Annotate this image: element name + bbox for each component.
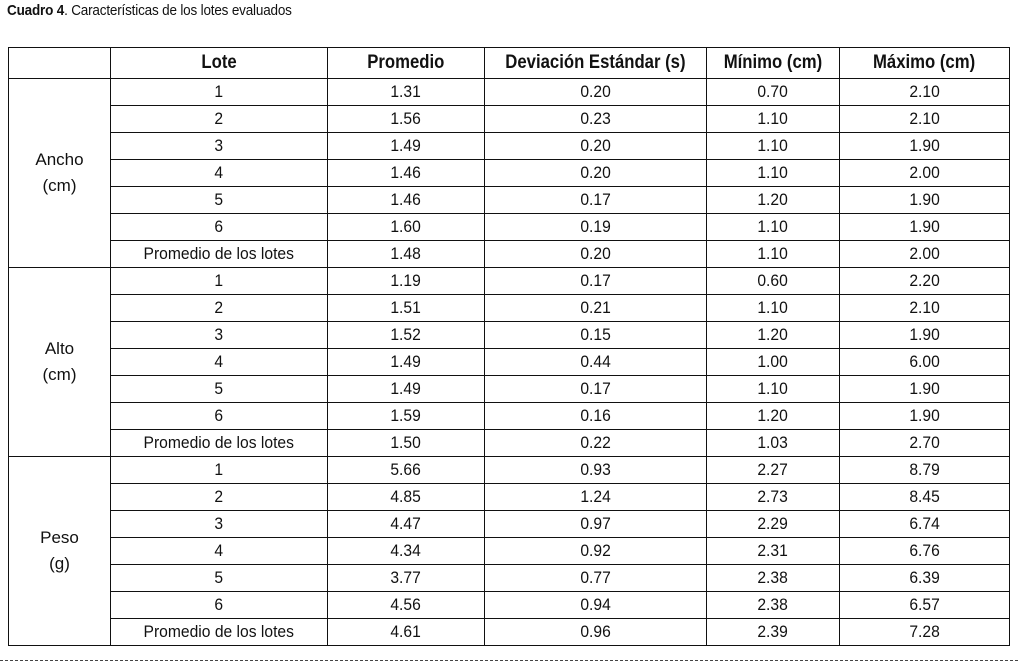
cell-lote [111, 484, 328, 511]
cell-value: 0.20 [580, 163, 611, 182]
cell-value: 1.59 [390, 406, 422, 425]
group-label-cell [9, 457, 111, 646]
table-row [9, 592, 1010, 619]
cell-value: 7.28 [909, 622, 940, 641]
cell-minimo [707, 295, 840, 322]
cell-value: 0.20 [580, 136, 611, 155]
cell-desviacion [485, 376, 707, 403]
cell-lote [111, 376, 328, 403]
header-cell-minimo: Mínimo (cm) [707, 48, 840, 79]
cell-value: 2 [214, 487, 224, 506]
cell-minimo [707, 511, 840, 538]
cell-desviacion [485, 106, 707, 133]
cell-value: 6.76 [909, 541, 940, 560]
cell-value: 0.92 [580, 541, 611, 560]
cell-value: 1.90 [909, 190, 940, 209]
cell-desviacion [485, 160, 707, 187]
cell-value: 1.90 [909, 136, 940, 155]
cell-lote [111, 511, 328, 538]
cell-value: 0.22 [580, 433, 611, 452]
cell-promedio [328, 241, 485, 268]
cell-value: 1.46 [390, 190, 422, 209]
group-name: Peso [40, 528, 79, 547]
cell-value: 1.56 [390, 109, 422, 128]
cell-value: 1.10 [757, 244, 789, 263]
cell-desviacion [485, 133, 707, 160]
cell-promedio [328, 214, 485, 241]
cell-value: 5 [214, 379, 224, 398]
table-row [9, 538, 1010, 565]
cell-desviacion [485, 349, 707, 376]
cell-value: 2.00 [909, 163, 940, 182]
cell-maximo [840, 403, 1010, 430]
cell-value: 1.50 [390, 433, 422, 452]
cell-value: 6.39 [909, 568, 940, 587]
table-row [9, 376, 1010, 403]
cell-value: 6 [214, 595, 224, 614]
cell-minimo [707, 403, 840, 430]
cell-value: 6.00 [909, 352, 940, 371]
header-cell-lote: Lote [111, 48, 328, 79]
cell-value: 1.49 [390, 352, 422, 371]
table-body [9, 79, 1010, 646]
table-caption [7, 2, 292, 19]
cell-lote [111, 214, 328, 241]
cell-value: 1.48 [390, 244, 422, 263]
cell-desviacion [485, 565, 707, 592]
cell-promedio [328, 511, 485, 538]
cell-value: Promedio de los lotes [143, 622, 295, 641]
cell-minimo [707, 160, 840, 187]
cell-value: 1.90 [909, 379, 940, 398]
cell-value: 0.21 [580, 298, 611, 317]
cell-promedio [328, 295, 485, 322]
cell-promedio [328, 79, 485, 106]
cell-value: 2.10 [909, 298, 940, 317]
header-cell-promedio: Promedio [328, 48, 485, 79]
cell-value: 0.16 [580, 406, 611, 425]
cell-maximo [840, 160, 1010, 187]
cell-value: 2.31 [757, 541, 789, 560]
group-unit: (cm) [42, 365, 77, 384]
cell-value: 1.46 [390, 163, 422, 182]
cell-promedio [328, 430, 485, 457]
cell-lote [111, 241, 328, 268]
cell-desviacion [485, 538, 707, 565]
cell-maximo [840, 214, 1010, 241]
cell-lote [111, 187, 328, 214]
cell-value: 0.19 [580, 217, 611, 236]
cell-value: 4 [214, 163, 224, 182]
cell-lote [111, 619, 328, 646]
cell-value: 1.49 [390, 379, 422, 398]
cell-maximo [840, 511, 1010, 538]
cell-value: 1.20 [757, 190, 789, 209]
cell-desviacion [485, 430, 707, 457]
cell-minimo [707, 322, 840, 349]
cell-value: 1.19 [390, 271, 422, 290]
cell-value: 3.77 [390, 568, 422, 587]
cell-maximo [840, 79, 1010, 106]
cell-value: 1 [214, 82, 224, 101]
cell-lote [111, 403, 328, 430]
cell-maximo [840, 106, 1010, 133]
table-row [9, 106, 1010, 133]
cell-minimo [707, 565, 840, 592]
cell-value: 1.90 [909, 325, 940, 344]
cell-value: 4 [214, 541, 224, 560]
cell-lote [111, 160, 328, 187]
cell-value: 8.45 [909, 487, 940, 506]
cell-minimo [707, 133, 840, 160]
cell-minimo [707, 619, 840, 646]
group-label-cell [9, 79, 111, 268]
cell-maximo [840, 457, 1010, 484]
cell-value: 0.23 [580, 109, 611, 128]
cell-value: Promedio de los lotes [143, 433, 295, 452]
cell-value: 3 [214, 325, 224, 344]
table-row-group-average [9, 241, 1010, 268]
cell-minimo [707, 214, 840, 241]
cell-value: 0.93 [580, 460, 611, 479]
header-cell-group [9, 48, 111, 79]
cell-desviacion [485, 619, 707, 646]
cell-value: 1.31 [390, 82, 422, 101]
group-label-cell [9, 268, 111, 457]
cell-desviacion [485, 403, 707, 430]
table-row [9, 133, 1010, 160]
cell-value: 1.60 [390, 217, 422, 236]
cell-promedio [328, 322, 485, 349]
cell-desviacion [485, 322, 707, 349]
cell-value: 1.49 [390, 136, 422, 155]
group-name: Ancho [35, 150, 84, 169]
cell-value: 1.20 [757, 325, 789, 344]
cell-value: 1.03 [757, 433, 789, 452]
cell-maximo [840, 430, 1010, 457]
cell-minimo [707, 457, 840, 484]
cell-value: 1.20 [757, 406, 789, 425]
caption-label: Cuadro 4 [7, 2, 65, 19]
cell-promedio [328, 457, 485, 484]
cell-value: 2.73 [757, 487, 789, 506]
cell-value: 2.00 [909, 244, 940, 263]
cell-value: 4 [214, 352, 224, 371]
cell-maximo [840, 592, 1010, 619]
cell-minimo [707, 349, 840, 376]
cell-promedio [328, 160, 485, 187]
cell-value: 2.38 [757, 595, 789, 614]
cell-value: 1.00 [757, 352, 789, 371]
cell-maximo [840, 619, 1010, 646]
cell-minimo [707, 268, 840, 295]
cell-maximo [840, 187, 1010, 214]
cell-value: 2.38 [757, 568, 789, 587]
cell-maximo [840, 295, 1010, 322]
group-unit: (cm) [42, 176, 77, 195]
cell-value: 1.10 [757, 298, 789, 317]
cell-maximo [840, 241, 1010, 268]
cell-maximo [840, 484, 1010, 511]
cell-value: 3 [214, 136, 224, 155]
cell-minimo [707, 241, 840, 268]
cell-value: 4.61 [390, 622, 422, 641]
cell-promedio [328, 268, 485, 295]
cell-promedio [328, 187, 485, 214]
cell-value: 4.34 [390, 541, 422, 560]
cell-value: 1.10 [757, 217, 789, 236]
cell-desviacion [485, 79, 707, 106]
cell-lote [111, 322, 328, 349]
cell-value: 1.10 [757, 379, 789, 398]
cell-value: 1.90 [909, 406, 940, 425]
cell-maximo [840, 349, 1010, 376]
cell-lote [111, 538, 328, 565]
cell-value: 6.74 [909, 514, 940, 533]
table-row [9, 79, 1010, 106]
cell-minimo [707, 484, 840, 511]
table-row [9, 565, 1010, 592]
cell-desviacion [485, 511, 707, 538]
page-bottom-rule [0, 660, 1018, 661]
cell-value: 0.97 [580, 514, 611, 533]
cell-maximo [840, 376, 1010, 403]
cell-value: 0.70 [757, 82, 789, 101]
cell-value: 0.15 [580, 325, 611, 344]
cell-value: 2.29 [757, 514, 789, 533]
cell-value: 0.96 [580, 622, 611, 641]
cell-lote [111, 349, 328, 376]
cell-value: 4.47 [390, 514, 422, 533]
cell-value: 4.85 [390, 487, 422, 506]
characteristics-table [8, 47, 1010, 646]
cell-minimo [707, 592, 840, 619]
table-row [9, 214, 1010, 241]
table-row [9, 268, 1010, 295]
cell-promedio [328, 592, 485, 619]
cell-value: 0.60 [757, 271, 789, 290]
cell-value: 1.10 [757, 136, 789, 155]
cell-lote [111, 592, 328, 619]
cell-promedio [328, 565, 485, 592]
cell-maximo [840, 565, 1010, 592]
cell-value: 1.10 [757, 163, 789, 182]
cell-value: 8.79 [909, 460, 940, 479]
table-row [9, 484, 1010, 511]
cell-value: 2.20 [909, 271, 940, 290]
header-row [9, 48, 1010, 79]
cell-value: 6.57 [909, 595, 940, 614]
cell-minimo [707, 376, 840, 403]
cell-desviacion [485, 457, 707, 484]
cell-promedio [328, 133, 485, 160]
cell-value: 3 [214, 514, 224, 533]
table-row [9, 403, 1010, 430]
cell-lote [111, 79, 328, 106]
cell-value: 5 [214, 190, 224, 209]
cell-minimo [707, 79, 840, 106]
table-row [9, 295, 1010, 322]
cell-value: 0.44 [580, 352, 611, 371]
caption-text: . Características de los lotes evaluados [64, 2, 292, 19]
cell-value: 1 [214, 271, 224, 290]
table-row [9, 322, 1010, 349]
cell-value: 0.17 [580, 190, 611, 209]
cell-value: 0.94 [580, 595, 611, 614]
cell-desviacion [485, 484, 707, 511]
cell-value: 0.17 [580, 379, 611, 398]
cell-lote [111, 565, 328, 592]
cell-lote [111, 295, 328, 322]
cell-promedio [328, 403, 485, 430]
cell-value: 2 [214, 109, 224, 128]
group-unit: (g) [49, 554, 70, 573]
cell-value: 0.20 [580, 82, 611, 101]
cell-value: 4.56 [390, 595, 422, 614]
cell-value: 2.10 [909, 109, 940, 128]
cell-minimo [707, 187, 840, 214]
cell-minimo [707, 430, 840, 457]
cell-desviacion [485, 187, 707, 214]
cell-maximo [840, 322, 1010, 349]
cell-maximo [840, 133, 1010, 160]
cell-desviacion [485, 268, 707, 295]
cell-value: 1.24 [580, 487, 611, 506]
cell-promedio [328, 484, 485, 511]
cell-lote [111, 457, 328, 484]
table-row-group-average [9, 619, 1010, 646]
cell-value: 1.10 [757, 109, 789, 128]
cell-value: 2.70 [909, 433, 940, 452]
header-cell-desviacion: Deviación Estándar (s) [485, 48, 707, 79]
cell-lote [111, 268, 328, 295]
cell-desviacion [485, 592, 707, 619]
cell-value: 2.27 [757, 460, 789, 479]
cell-value: 1.51 [390, 298, 422, 317]
header-cell-maximo: Máximo (cm) [840, 48, 1010, 79]
cell-minimo [707, 106, 840, 133]
cell-value: 1.90 [909, 217, 940, 236]
cell-value: 2.10 [909, 82, 940, 101]
cell-desviacion [485, 214, 707, 241]
cell-promedio [328, 349, 485, 376]
table-row [9, 349, 1010, 376]
cell-value: 0.77 [580, 568, 611, 587]
cell-value: 2 [214, 298, 224, 317]
table-row [9, 511, 1010, 538]
cell-value: 6 [214, 217, 224, 236]
cell-desviacion [485, 295, 707, 322]
cell-value: 6 [214, 406, 224, 425]
table-row [9, 457, 1010, 484]
cell-promedio [328, 538, 485, 565]
cell-lote [111, 106, 328, 133]
cell-value: 0.17 [580, 271, 611, 290]
cell-value: 0.20 [580, 244, 611, 263]
cell-lote [111, 133, 328, 160]
cell-value: 1.52 [390, 325, 422, 344]
cell-value: 1 [214, 460, 224, 479]
cell-value: 5.66 [390, 460, 422, 479]
table-row [9, 160, 1010, 187]
cell-value: 2.39 [757, 622, 789, 641]
cell-maximo [840, 538, 1010, 565]
cell-minimo [707, 538, 840, 565]
cell-promedio [328, 619, 485, 646]
table-row [9, 187, 1010, 214]
cell-promedio [328, 376, 485, 403]
cell-maximo [840, 268, 1010, 295]
cell-value: Promedio de los lotes [143, 244, 295, 263]
cell-desviacion [485, 241, 707, 268]
cell-lote [111, 430, 328, 457]
cell-promedio [328, 106, 485, 133]
cell-value: 5 [214, 568, 224, 587]
table-row-group-average [9, 430, 1010, 457]
group-name: Alto [44, 339, 75, 358]
